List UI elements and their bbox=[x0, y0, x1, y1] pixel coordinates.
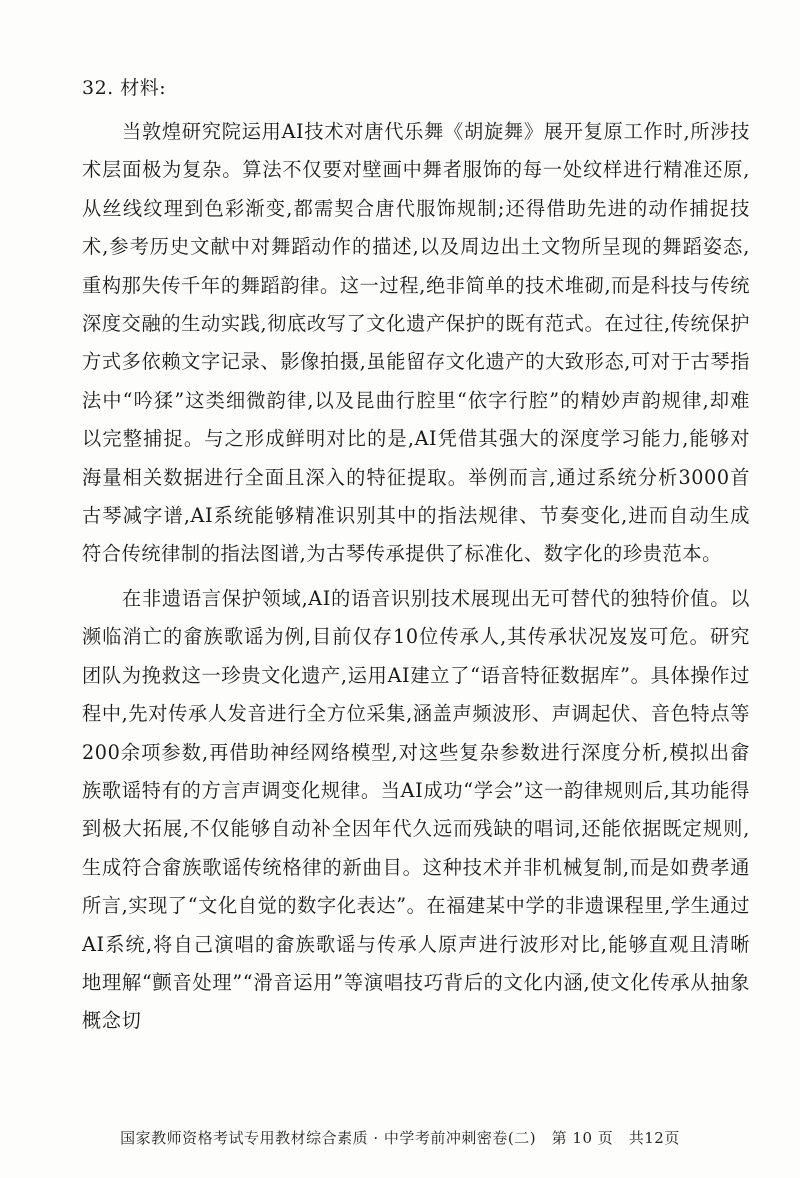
material-text bbox=[82, 113, 750, 1047]
paragraph-2: 在非遗语言保护领域,AI的语音识别技术展现出无可替代的独特价值。以濒临消亡的畲族歌谣为例,目前仅存10位传承人,其传承状况岌岌可危。研究团队为挽救这一珍贵文化遗产,运用AI建立了“语音特征数据库”。具体操作过程中,先对传承人发音进行全方位采集,涵盖声频波形、声调起伏、音色特点等200余项参数,再借助神经网络模型,对这些复杂参数进行深度分析,模拟出畲族歌谣特有的方言声调变化规律。当AI成功“学会”这一韵律规则后,其功能得到极大拓展,不仅能够自动补全因年代久远而残缺的唱词,还能依据既定规则,生成符合畲族歌谣传统格律的新曲目。这种技术并非机械复制,而是如费孝通所言,实现了“文化自觉的数字化表达”。在福建某中学的非遗课程里,学生通过AI系统,将自己演唱的畲族歌谣与传承人原声进行波形对比,能够直观且清晰地理解“颤音处理”“滑音运用”等演唱技巧背后的文化内涵,使文化传承从抽象概念切 bbox=[82, 586, 750, 1033]
question-heading: 32. 材料: bbox=[82, 77, 167, 99]
page-footer: 国家教师资格考试专用教材综合素质 · 中学考前冲刺密卷(二) 第 10 页 共12页 bbox=[120, 1129, 680, 1147]
paragraph-1: 当敦煌研究院运用AI技术对唐代乐舞《胡旋舞》展开复原工作时,所涉技术层面极为复杂。算法不仅要对壁画中舞者服饰的每一处纹样进行精准还原,从丝线纹理到色彩渐变,都需契合唐代服饰规制;还得借助先进的动作捕捉技术,参考历史文献中对舞蹈动作的描述,以及周边出土文物所呈现的舞蹈姿态,重构那失传千年的舞蹈韵律。这一过程,绝非简单的技术堆砌,而是科技与传统深度交融的生动实践,彻底改写了文化遗产保护的既有范式。在过往,传统保护方式多依赖文字记录、影像拍摄,虽能留存文化遗产的大致形态,可对于古琴指法中“吟猱”这类细微韵律,以及昆曲行腔里“依字行腔”的精妙声韵规律,却难以完整捕捉。与之形成鲜明对比的是,AI凭借其强大的深度学习能力,能够对海量相关数据进行全面且深入的特征提取。举例而言,通过系统分析3000首古琴减字谱,AI系统能够精准识别其中的指法规律、节奏变化,进而自动生成符合传统律制的指法图谱,为古琴传承提供了标准化、数字化的珍贵范本。 bbox=[82, 120, 750, 566]
